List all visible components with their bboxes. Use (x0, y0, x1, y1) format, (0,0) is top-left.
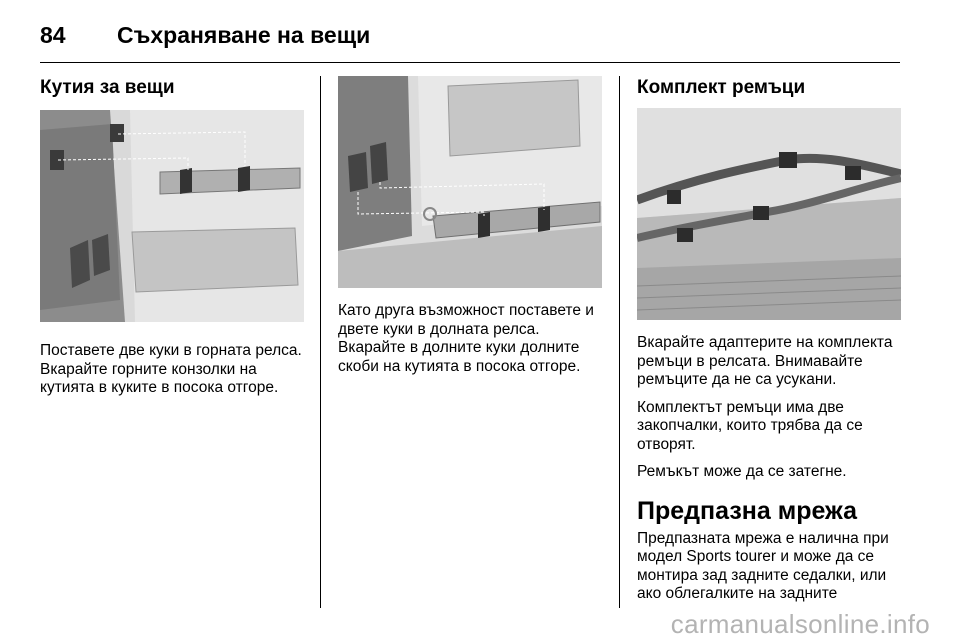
page-header (40, 14, 900, 60)
paragraph: Като друга възможност поставете и двете куки в долната релса. Вкарайте в долните куки долните скоби на кутията в посока отгоре. (338, 302, 594, 375)
paragraph: Ремъкът може да се затегне. (637, 463, 847, 480)
illustration-strap-set (637, 108, 901, 320)
paragraph: Комплектът ремъци има две закопчалки, които трябва да се отворят. (637, 398, 863, 453)
paragraph: Предпазната мрежа е налична при модел Sports tourer и може да се монтира зад задните седалки, или ако облегалките на задните (637, 529, 889, 602)
column-storage-box-lower (338, 76, 602, 376)
column-storage-box (40, 76, 304, 398)
column-divider-2 (619, 76, 620, 608)
section-heading-strap-set: Комплект ремъци (637, 77, 806, 98)
illustration-storage-box-lower-rail (338, 76, 602, 288)
illustration-storage-box-upper-rail (40, 110, 304, 322)
storage-box-lower-rail-drawing (338, 76, 602, 288)
chapter-title: Съхраняване на вещи (117, 22, 371, 48)
section-heading-storage-box: Кутия за вещи (40, 77, 175, 98)
column-strap-set (637, 76, 901, 604)
page-number: 84 (40, 22, 66, 48)
storage-box-upper-rail-drawing (40, 110, 304, 322)
column-divider-1 (320, 76, 321, 608)
watermark: carmanualsonline.info (670, 609, 930, 639)
header-rule (40, 62, 900, 63)
strap-set-drawing (637, 108, 901, 320)
paragraph: Поставете две куки в горната релса. Вкарайте горните конзолки на кутията в куките в посока отгоре. (40, 342, 302, 396)
section-heading-safety-net: Предпазна мрежа (637, 496, 857, 525)
paragraph: Вкарайте адаптерите на комплекта ремъци в релсата. Внимавайте ремъците да не са усукани. (637, 334, 893, 388)
